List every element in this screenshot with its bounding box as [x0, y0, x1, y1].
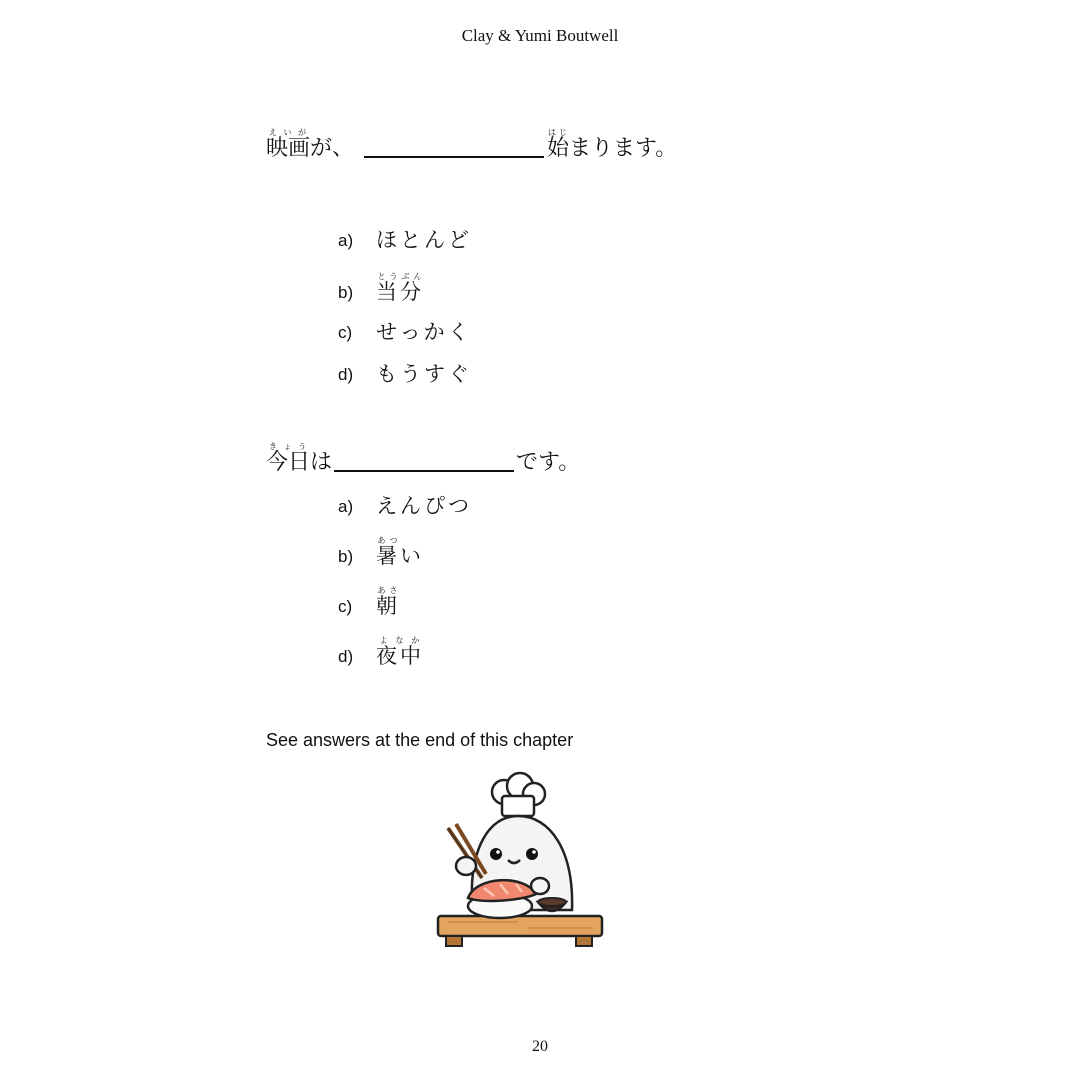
choice-1d: d) もうすぐ [338, 362, 472, 386]
question-2-particle: は [310, 450, 333, 475]
question-2-ending: です。 [516, 450, 581, 475]
question-1-particle: が、 [310, 136, 355, 161]
running-header: Clay & Yumi Boutwell [461, 26, 619, 45]
answers-note: See answers at the end of this chapter [266, 730, 574, 750]
choice-2d: d) 夜中よなか [338, 636, 424, 668]
question-2-sentence [266, 442, 580, 474]
answer-blank-2 [334, 448, 514, 472]
question-2 [266, 442, 580, 474]
choice-2a: a) えんぴつ [338, 494, 472, 518]
sushi-chef-mascot-icon [428, 770, 608, 959]
choice-2c: c) 朝あさ [338, 586, 400, 618]
page-number: 20 [532, 1038, 548, 1055]
choice-1a: a) ほとんど [338, 228, 472, 252]
choice-1b: b) 当分とうぶん [338, 272, 424, 304]
choice-2b: b) 暑あつい [338, 536, 424, 568]
question-2-kanji-kyou: 今日きょう [266, 442, 311, 475]
question-1-sentence [266, 128, 677, 160]
choice-1c: c) せっかく [338, 320, 472, 344]
answer-blank-1 [364, 134, 544, 158]
question-1-kanji-eiga: 映画えいが [266, 128, 311, 161]
question-1-ending: まります。 [569, 136, 678, 161]
question-1 [266, 128, 677, 160]
question-1-kanji-hajime: 始はじ [547, 128, 570, 161]
